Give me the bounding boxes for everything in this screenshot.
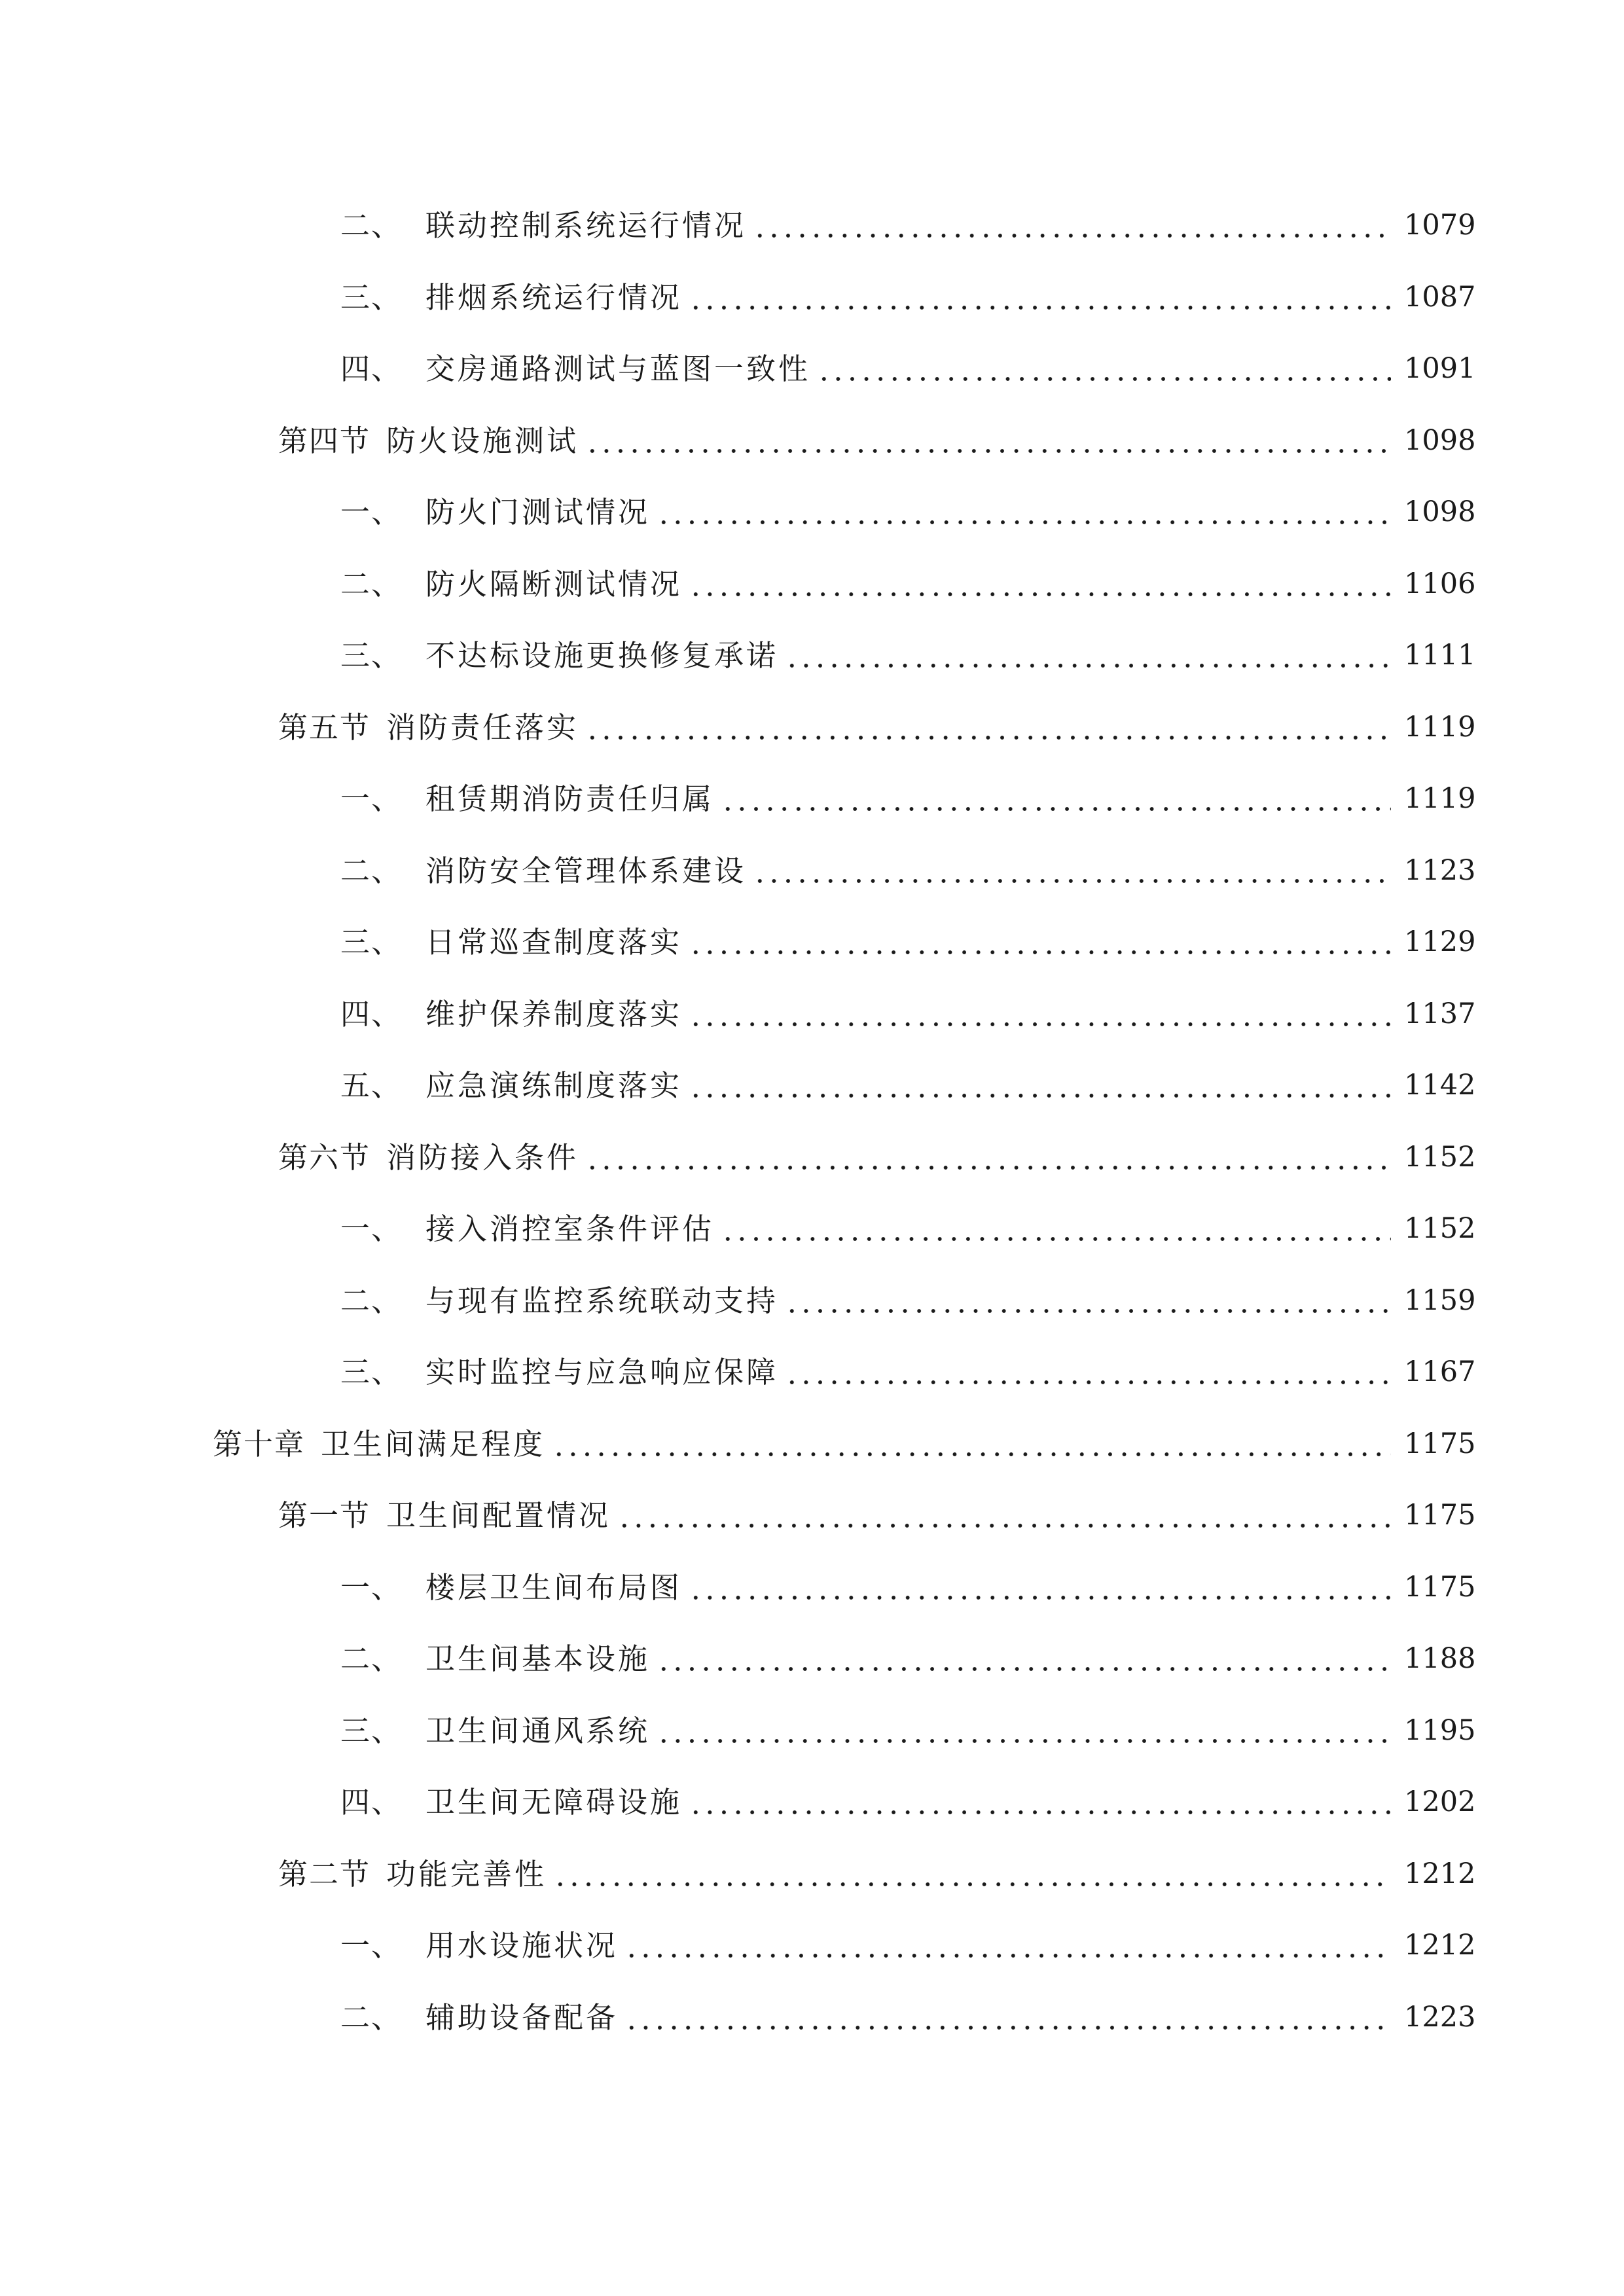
dot-leader (624, 2003, 1391, 2032)
dot-leader (689, 1071, 1391, 1100)
toc-entry-page-number: 1175 (1404, 1427, 1476, 1460)
toc-entry[interactable] (0, 1265, 1624, 1337)
toc-entry-title: 卫生间无障碍设施 (425, 1785, 683, 1820)
dot-leader (689, 569, 1391, 599)
toc-entry-page-number: 1212 (1404, 1857, 1476, 1890)
toc-entry[interactable] (0, 1767, 1624, 1839)
toc-entry-page-number: 1098 (1404, 423, 1476, 457)
dot-leader (785, 1286, 1391, 1316)
toc-entry-page-number: 1119 (1404, 782, 1476, 816)
toc-chapter-entry[interactable] (0, 1408, 1624, 1480)
toc-entry-page-number: 1119 (1404, 710, 1476, 744)
toc-entry-number: 三、 (340, 1355, 403, 1390)
dot-leader (785, 1357, 1391, 1387)
toc-entry-title: 楼层卫生间布局图 (425, 1570, 683, 1605)
toc-entry-number: 第二节 (278, 1856, 371, 1892)
toc-entry-number: 一、 (340, 781, 403, 817)
dot-leader (585, 713, 1391, 742)
toc-entry-title: 接入消控室条件评估 (425, 1211, 715, 1247)
toc-entry-title: 与现有监控系统联动支持 (425, 1283, 779, 1318)
toc-entry-number: 三、 (340, 925, 403, 960)
toc-entry-title: 消防责任落实 (386, 709, 579, 745)
toc-entry-number: 第十章 (213, 1426, 306, 1462)
toc-entry-page-number: 1152 (1404, 1212, 1476, 1246)
toc-entry-title: 防火隔断测试情况 (425, 566, 683, 601)
toc-entry-number: 一、 (340, 1570, 403, 1605)
table-of-contents (0, 190, 1624, 2053)
toc-entry-number: 一、 (340, 1928, 403, 1964)
toc-entry-page-number: 1079 (1404, 209, 1476, 242)
toc-entry-page-number: 1223 (1404, 2000, 1476, 2034)
toc-entry-title: 防火门测试情况 (425, 495, 651, 530)
dot-leader (624, 1931, 1391, 1960)
toc-section-entry[interactable] (0, 1839, 1624, 1910)
dot-leader (585, 1143, 1391, 1172)
toc-entry-page-number: 1111 (1404, 639, 1476, 672)
toc-entry-number: 一、 (340, 495, 403, 530)
toc-entry-number: 三、 (340, 279, 403, 315)
toc-entry[interactable] (0, 548, 1624, 620)
toc-entry[interactable] (0, 1193, 1624, 1265)
toc-entry-title: 排烟系统运行情况 (425, 279, 683, 315)
toc-section-entry[interactable] (0, 692, 1624, 764)
toc-entry-page-number: 1137 (1404, 997, 1476, 1030)
toc-entry[interactable] (0, 620, 1624, 692)
toc-entry-title: 卫生间基本设施 (425, 1641, 651, 1677)
toc-entry-page-number: 1142 (1404, 1069, 1476, 1102)
dot-leader (785, 641, 1391, 670)
toc-entry-number: 四、 (340, 996, 403, 1031)
toc-section-entry[interactable] (0, 1122, 1624, 1194)
toc-entry-number: 五、 (340, 1068, 403, 1103)
toc-entry-number: 二、 (340, 1283, 403, 1318)
toc-entry-number: 四、 (340, 351, 403, 387)
dot-leader (689, 1787, 1391, 1817)
toc-entry-number: 三、 (340, 1713, 403, 1748)
toc-entry-number: 二、 (340, 853, 403, 888)
toc-entry-title: 消防安全管理体系建设 (425, 853, 747, 888)
toc-entry-number: 第五节 (278, 709, 371, 745)
toc-entry-page-number: 1106 (1404, 567, 1476, 600)
dot-leader (721, 1214, 1391, 1244)
toc-entry[interactable] (0, 1910, 1624, 1982)
toc-entry[interactable] (0, 1336, 1624, 1408)
dot-leader (585, 426, 1391, 456)
toc-entry[interactable] (0, 1982, 1624, 2054)
toc-entry-number: 一、 (340, 1211, 403, 1247)
dot-leader (689, 927, 1391, 957)
toc-entry[interactable] (0, 906, 1624, 978)
toc-entry-title: 维护保养制度落实 (425, 996, 683, 1031)
toc-entry-number: 第四节 (278, 423, 371, 458)
toc-entry-page-number: 1098 (1404, 495, 1476, 529)
toc-entry-number: 二、 (340, 1641, 403, 1677)
toc-entry-page-number: 1212 (1404, 1929, 1476, 1962)
dot-leader (657, 497, 1391, 527)
dot-leader (817, 354, 1391, 384)
dot-leader (689, 1573, 1391, 1602)
toc-entry-page-number: 1123 (1404, 853, 1476, 887)
dot-leader (753, 856, 1391, 886)
toc-entry-title: 租赁期消防责任归属 (425, 781, 715, 817)
toc-entry-number: 二、 (340, 208, 403, 243)
dot-leader (689, 999, 1391, 1029)
dot-leader (657, 1644, 1391, 1674)
toc-entry-title: 功能完善性 (386, 1856, 547, 1892)
dot-leader (552, 1429, 1391, 1459)
toc-entry-title: 联动控制系统运行情况 (425, 208, 747, 243)
toc-entry[interactable] (0, 1050, 1624, 1122)
toc-section-entry[interactable] (0, 405, 1624, 477)
toc-section-entry[interactable] (0, 1480, 1624, 1552)
toc-entry[interactable] (0, 1695, 1624, 1767)
toc-entry-number: 第一节 (278, 1498, 371, 1534)
toc-entry-page-number: 1195 (1404, 1713, 1476, 1747)
toc-entry-title: 实时监控与应急响应保障 (425, 1355, 779, 1390)
dot-leader (617, 1501, 1391, 1530)
toc-entry[interactable] (0, 262, 1624, 334)
toc-entry-page-number: 1188 (1404, 1642, 1476, 1676)
toc-entry-title: 不达标设施更换修复承诺 (425, 638, 779, 673)
toc-entry-page-number: 1175 (1404, 1499, 1476, 1532)
toc-entry-number: 三、 (340, 638, 403, 673)
toc-entry[interactable] (0, 476, 1624, 548)
toc-entry[interactable] (0, 1623, 1624, 1695)
toc-entry-number: 四、 (340, 1785, 403, 1820)
toc-entry-title: 防火设施测试 (386, 423, 579, 458)
toc-entry[interactable] (0, 978, 1624, 1050)
toc-entry[interactable] (0, 1552, 1624, 1624)
toc-entry-page-number: 1202 (1404, 1785, 1476, 1819)
toc-entry[interactable] (0, 763, 1624, 835)
toc-entry-title: 卫生间配置情况 (386, 1498, 611, 1534)
toc-entry-page-number: 1087 (1404, 280, 1476, 314)
toc-entry-title: 交房通路测试与蓝图一致性 (425, 351, 811, 387)
toc-entry[interactable] (0, 835, 1624, 907)
toc-entry-title: 辅助设备配备 (425, 2000, 619, 2035)
toc-entry-title: 日常巡查制度落实 (425, 925, 683, 960)
toc-entry-page-number: 1175 (1404, 1570, 1476, 1604)
toc-entry-page-number: 1152 (1404, 1140, 1476, 1174)
dot-leader (753, 211, 1391, 240)
toc-entry-title: 卫生间满足程度 (321, 1426, 546, 1462)
toc-entry-number: 二、 (340, 566, 403, 601)
dot-leader (553, 1859, 1391, 1889)
toc-entry-title: 应急演练制度落实 (425, 1068, 683, 1103)
toc-entry-title: 消防接入条件 (386, 1139, 579, 1175)
toc-entry-number: 第六节 (278, 1139, 371, 1175)
toc-entry-page-number: 1129 (1404, 925, 1476, 959)
toc-entry-title: 用水设施状况 (425, 1928, 619, 1964)
toc-entry-page-number: 1091 (1404, 352, 1476, 386)
toc-entry-number: 二、 (340, 2000, 403, 2035)
toc-entry[interactable] (0, 333, 1624, 405)
dot-leader (657, 1716, 1391, 1746)
toc-entry-page-number: 1159 (1404, 1283, 1476, 1317)
toc-entry-title: 卫生间通风系统 (425, 1713, 651, 1748)
toc-entry[interactable] (0, 190, 1624, 262)
dot-leader (689, 283, 1391, 312)
toc-entry-page-number: 1167 (1404, 1355, 1476, 1389)
dot-leader (721, 784, 1391, 814)
